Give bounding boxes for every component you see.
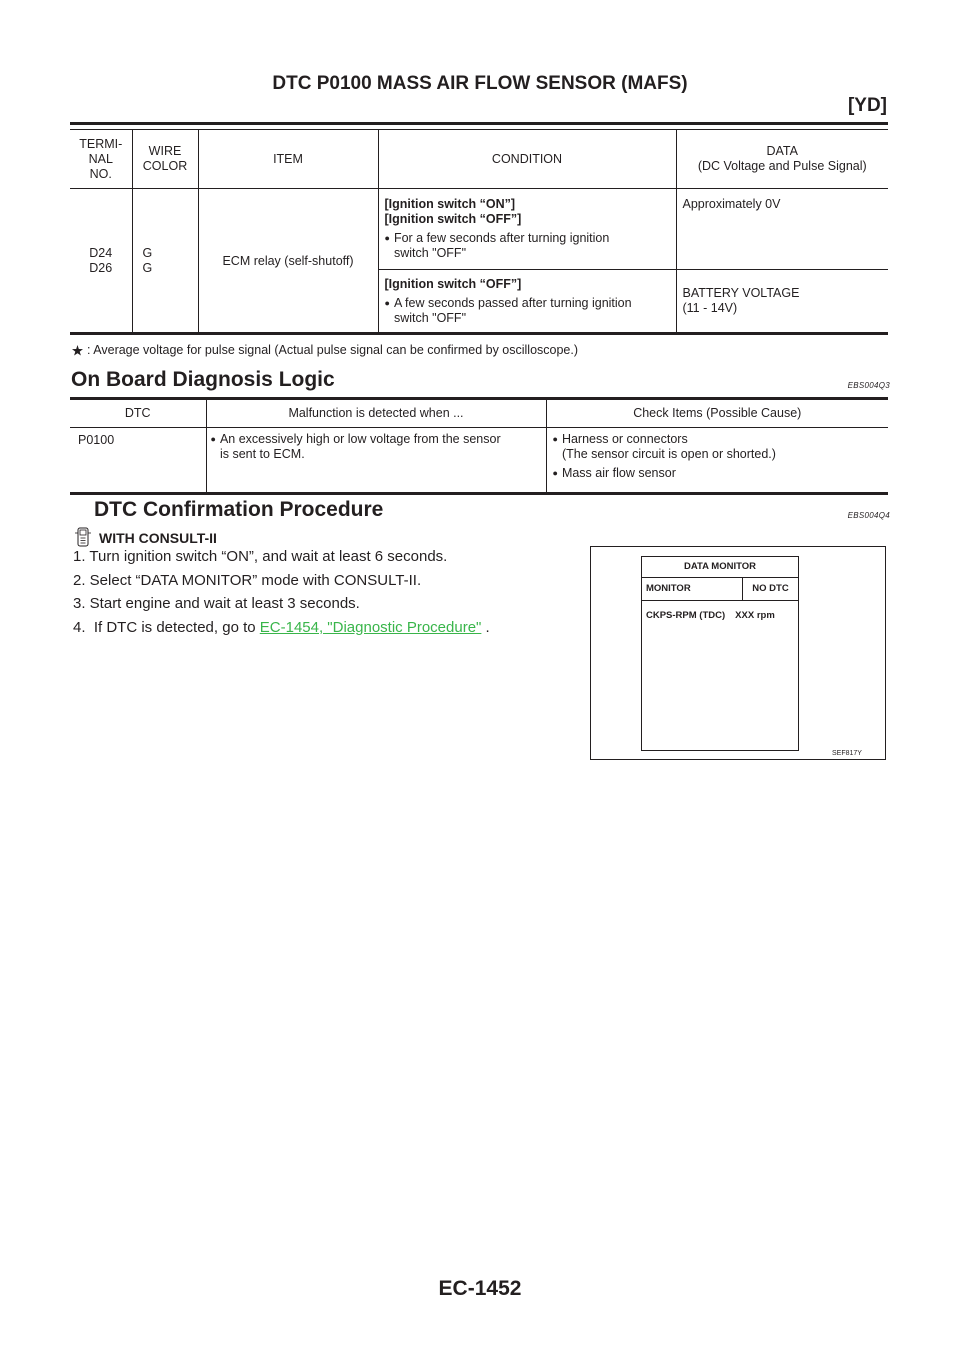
page-title: DTC P0100 MASS AIR FLOW SENSOR (MAFS) xyxy=(272,73,688,94)
table-row xyxy=(70,427,888,493)
obd-logic-title: On Board Diagnosis Logic xyxy=(71,368,335,391)
monitor-item-row xyxy=(642,601,798,621)
bullet-icon: ● xyxy=(210,433,216,444)
procedure-step xyxy=(73,616,490,640)
obd-logic-table xyxy=(70,400,888,495)
condition-bullet-text: A few seconds passed after turning ignition switch "OFF" xyxy=(393,295,632,325)
procedure-step: 2. Select “DATA MONITOR” mode with CONSULT-II. xyxy=(73,571,422,589)
col-wire-header: WIRE COLOR xyxy=(132,130,198,189)
data-cell: BATTERY VOLTAGE (11 - 14V) xyxy=(682,286,800,315)
header-rule xyxy=(70,122,888,125)
monitor-item-label: CKPS-RPM (TDC) xyxy=(646,610,726,621)
screen-title: DATA MONITOR xyxy=(642,557,798,578)
screen-header-row xyxy=(642,578,798,601)
check-item-text: Mass air flow sensor xyxy=(561,465,676,480)
condition-heading: [Ignition switch “ON”] [Ignition switch “OFF”] xyxy=(384,197,522,226)
bullet-icon: ● xyxy=(384,233,390,243)
figure-id: SEF817Y xyxy=(832,750,862,757)
status-label: NO DTC xyxy=(752,583,789,594)
malfunction-text: An excessively high or low voltage from the sensor is sent to ECM. xyxy=(219,431,501,461)
step4-suffix: . xyxy=(481,618,490,636)
table-row xyxy=(70,189,888,270)
page-subtitle: [YD] xyxy=(847,95,887,116)
procedure-step: 1. Turn ignition switch “ON”, and wait at least 6 seconds. xyxy=(73,548,448,565)
monitor-label: MONITOR xyxy=(642,578,743,600)
bullet-icon: ● xyxy=(552,467,558,478)
terminal-table xyxy=(70,129,888,335)
check-bullet xyxy=(553,432,888,462)
step4-prefix: 4. If DTC is detected, go to xyxy=(73,618,260,636)
star-icon xyxy=(72,345,83,356)
dtc-cell: P0100 xyxy=(70,427,206,493)
col-condition-header: CONDITION xyxy=(378,130,676,189)
check-cell xyxy=(546,427,888,493)
obd-logic-code: EBS004Q3 xyxy=(847,381,890,390)
consult-screen xyxy=(641,556,799,751)
table-footnote xyxy=(72,343,578,357)
col-data-header: DATA (DC Voltage and Pulse Signal) xyxy=(697,144,867,173)
monitor-item-value: XXX rpm xyxy=(735,610,775,621)
bullet-icon: ● xyxy=(552,433,558,444)
condition-heading: [Ignition switch “OFF”] xyxy=(384,276,522,291)
terminal-cell: D24 D26 xyxy=(70,189,132,334)
diagnostic-procedure-link[interactable]: EC-1454, "Diagnostic Procedure" xyxy=(259,618,482,636)
condition-cell xyxy=(378,270,676,334)
malfunction-cell xyxy=(206,427,546,493)
data-cell: Approximately 0V xyxy=(682,197,781,211)
terminal-table-header xyxy=(70,130,888,189)
col-malfunction-header: Malfunction is detected when ... xyxy=(206,400,546,427)
bullet-icon: ● xyxy=(384,297,390,308)
consult-tool-icon xyxy=(74,527,92,547)
col-terminal-header: TERMI- NAL NO. xyxy=(70,130,132,189)
condition-bullet xyxy=(385,231,675,261)
malfunction-bullet xyxy=(211,432,545,462)
procedure-steps xyxy=(73,545,490,639)
consult-subheading: WITH CONSULT-II xyxy=(99,530,217,546)
col-dtc-header: DTC xyxy=(70,400,206,427)
check-bullet xyxy=(553,466,888,481)
footnote-text: : Average voltage for pulse signal (Actual pulse signal can be confirmed by oscilloscope.) xyxy=(87,343,579,357)
col-item-header: ITEM xyxy=(198,130,378,189)
confirmation-title: DTC Confirmation Procedure xyxy=(94,498,384,521)
page-number: EC-1452 xyxy=(438,1277,522,1300)
wire-cell: G G xyxy=(132,189,198,334)
item-cell: ECM relay (self-shutoff) xyxy=(198,189,378,334)
confirmation-code: EBS004Q4 xyxy=(847,511,890,520)
obd-logic-header xyxy=(70,400,888,427)
procedure-step: 3. Start engine and wait at least 3 seconds. xyxy=(73,595,360,612)
condition-bullet-text: For a few seconds after turning ignition switch "OFF" xyxy=(393,231,610,260)
check-item-text: Harness or connectors (The sensor circuit is open or shorted.) xyxy=(561,431,776,461)
condition-cell xyxy=(378,189,676,270)
col-check-header: Check Items (Possible Cause) xyxy=(633,406,802,421)
condition-bullet xyxy=(385,296,675,326)
